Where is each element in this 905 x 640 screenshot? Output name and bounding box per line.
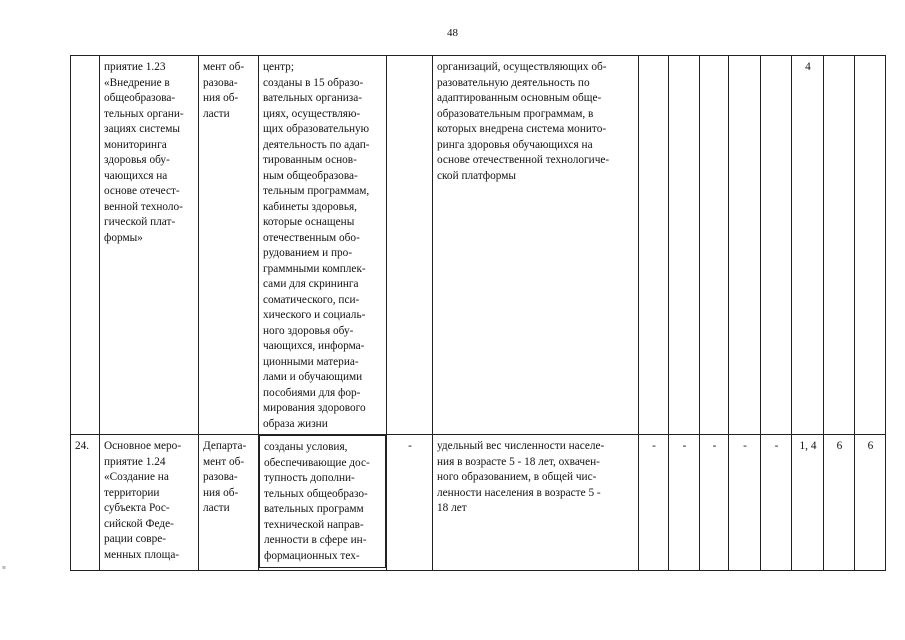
base-value-cell: [387, 56, 433, 435]
year-value-cell: [761, 56, 792, 435]
year-value-cell: [639, 56, 669, 435]
year-value-cell: [669, 56, 700, 435]
page-number: 48: [447, 27, 458, 39]
year-value-cell: [824, 56, 855, 435]
measure-cell: Основное меро- приятие 1.24 «Создание на территории субъекта Рос- сийской Феде- рации совре- менных площа-: [100, 435, 199, 571]
table-row: [71, 435, 886, 571]
year-value-cell: 4: [792, 56, 824, 435]
year-value-cell: [700, 56, 729, 435]
executor-cell: мент об- разова- ния об- ласти: [199, 56, 259, 435]
year-value-cell: 6: [855, 435, 886, 571]
year-value-cell: -: [729, 435, 761, 571]
year-value-cell: [855, 56, 886, 435]
result-cell: центр; созданы в 15 образо- вательных организа- циях, осуществляю- щих образовательную деятельность по адап- тированным основ- ным общеобразова- тельным программам, кабинеты здоровья, которые оснащены отечественным обо- рудованием и про- граммными комплек- сами для скрининга соматического, пси- хического и социаль- ного здоровья обу- чающихся, информа- ционными материа- лами и обучающими пособиями для фор- мирования здорового образа жизни: [259, 56, 387, 435]
executor-cell: Департа- мент об- разова- ния об- ласти: [199, 435, 259, 571]
year-value-cell: 6: [824, 435, 855, 571]
result-text: созданы условия, обеспечивающие дос- тупность дополни- тельных общеобразо- вательных программ технической направ- ленности в сфере ин- формационных тех-: [259, 435, 386, 568]
measure-cell: приятие 1.23 «Внедрение в общеобразова- тельных органи- зациях системы мониторинга здоровья обу- чающихся на основe отечест- венной техноло- гической плат- формы»: [100, 56, 199, 435]
margin-scan-mark: ≡: [2, 564, 6, 572]
year-value-cell: -: [669, 435, 700, 571]
year-value-cell: -: [761, 435, 792, 571]
year-value-cell: 1, 4: [792, 435, 824, 571]
row-number-cell: 24.: [71, 435, 100, 571]
program-table: [70, 55, 886, 571]
indicator-cell: организаций, осуществляющих об- разовательную деятельность по адаптированным основным обще- образовательным программам, в которых внедрена система монито- ринга здоровья обучающихся на основе отечественной технологиче- ской платформы: [433, 56, 639, 435]
result-cell: [259, 435, 387, 571]
base-value-cell: -: [387, 435, 433, 571]
indicator-cell: удельный вес численности населе- ния в возрасте 5 - 18 лет, охвачен- ного образованием, в общей чис- ленности населения в возрасте 5 - 18 лет: [433, 435, 639, 571]
year-value-cell: -: [700, 435, 729, 571]
table-row: [71, 56, 886, 435]
year-value-cell: [729, 56, 761, 435]
year-value-cell: -: [639, 435, 669, 571]
row-number-cell: [71, 56, 100, 435]
